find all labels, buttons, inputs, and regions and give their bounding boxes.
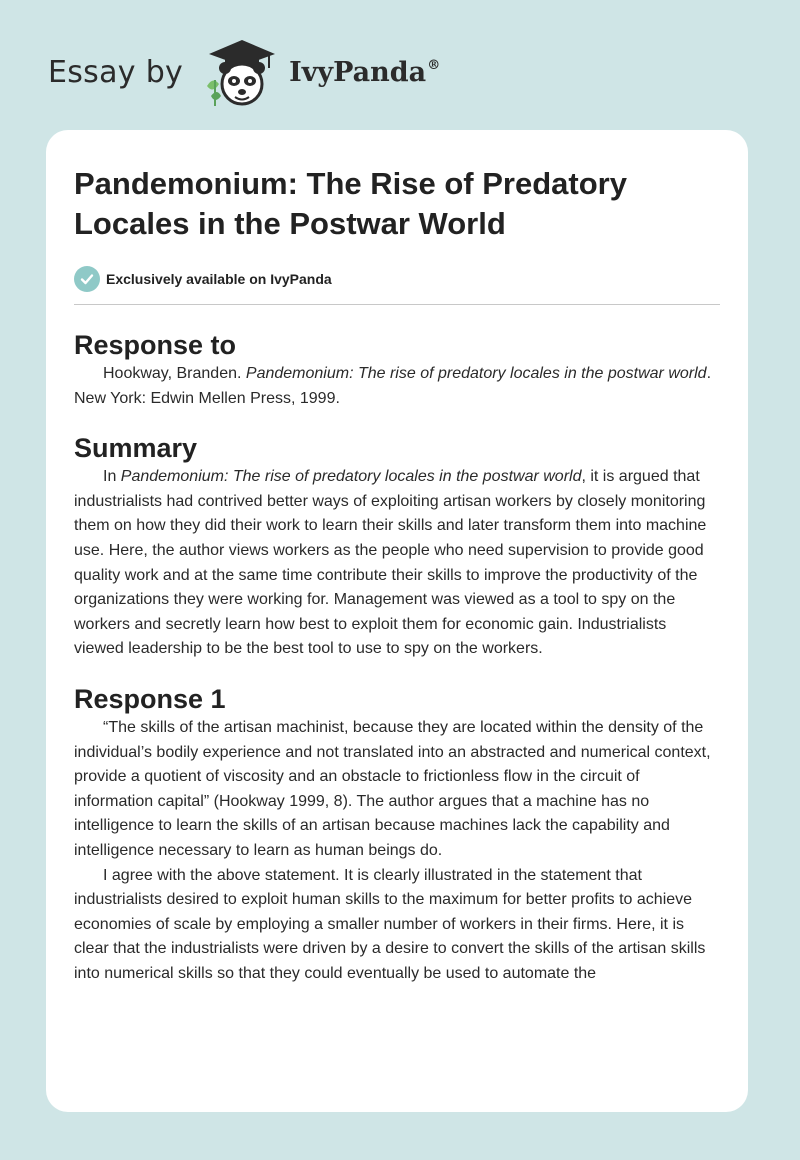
reference-paragraph [74,362,720,411]
summary-book-title: Pandemonium: The rise of predatory locales in the postwar world [120,468,582,486]
exclusive-text: Exclusively available on IvyPanda [106,271,332,287]
response-to-heading: Response to [74,330,237,360]
essay-card [46,130,748,1112]
response-1-paragraph-2: I agree with the above statement. It is clearly illustrated in the statement that industrialists desired to exploit human skills to the maximum for better profits to achieve economies of scale by employing a smaller number of workers in their firms. Here, it is clear that the industrialists were driven by a desire to convert the skills of the artisan skills into numerical skills so that they could eventually be used to automate the [74,866,706,982]
panda-graduation-cap-icon[interactable] [199,34,285,110]
site-header [48,34,648,110]
essay-by-label: Essay by [48,54,184,90]
summary-paragraph [74,465,720,662]
response-1-heading: Response 1 [74,683,226,714]
ref-author: Hookway, Branden. [103,365,246,382]
brand-logo[interactable] [289,57,440,88]
page-title: Pandemonium: The Rise of Predatory Locales in the Postwar World [74,166,627,241]
exclusive-badge [74,266,720,305]
check-circle-icon [74,266,100,292]
brand-name: IvyPanda [289,56,427,88]
summary-text: , it is argued that industrialists had contrived better ways of exploiting artisan workers by closely monitoring them on how they did their work to learn their skills and later transform them into machine use. Here, the author views workers as the people who need supervision to provide good quality work and at the same time contribute their skills to improve the productivity of the organizations they were working for. Management was viewed as a tool to spy on the workers and secretly learn how best to exploit them for economic gain. Industrialists viewed leadership to be the best tool to use to spy on the workers. [74,468,707,658]
summary-heading: Summary [74,433,198,464]
response-1-paragraph-1: “The skills of the artisan machinist, because they are located within the density of the individual’s bodily experience and not translated into an abstracted and numerical context, provide a quotient of viscosity and an obstacle to frictionless flow in the circuit of information capital” (Hookway 1999, 8). The author argues that a machine has no intelligence to learn the skills of an artisan because machines lack the capability and intelligence necessary to learn as human beings do. [74,718,711,859]
summary-lead: In [103,468,121,486]
ref-title: Pandemonium: The rise of predatory locales in the postwar world [245,365,707,382]
ref-publisher: . New York: Edwin Mellen Press, 1999. [74,365,712,407]
registered-mark: ® [427,57,441,73]
